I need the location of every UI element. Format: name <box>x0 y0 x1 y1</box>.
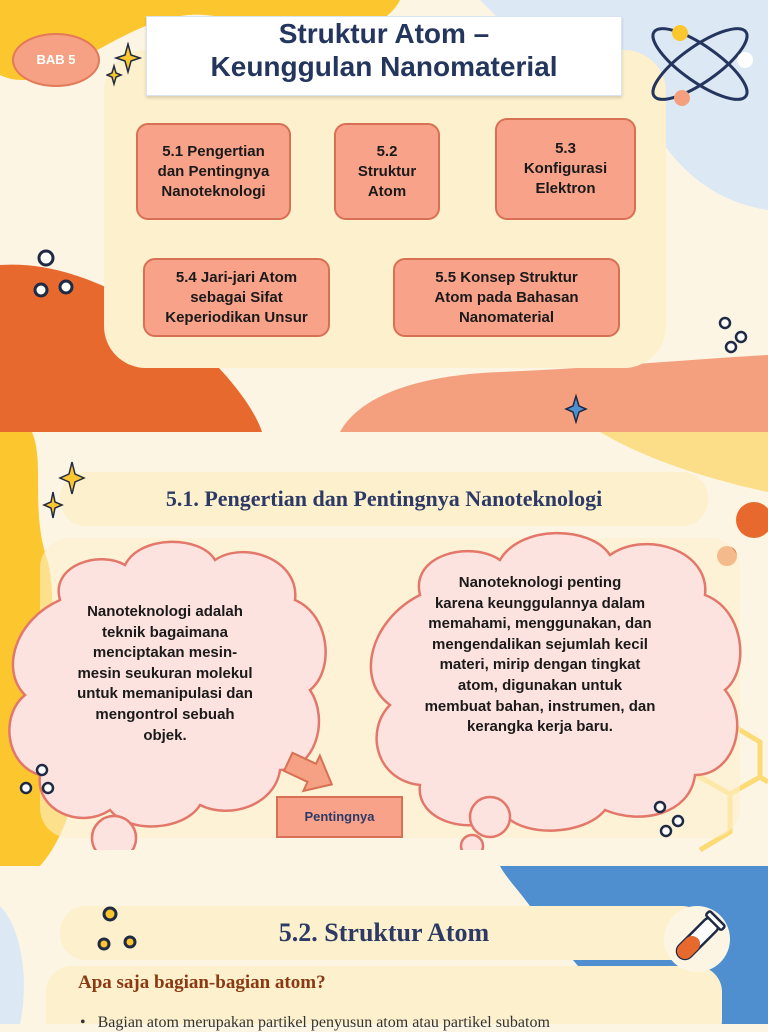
sparkle-icon <box>106 42 142 88</box>
atom-icon <box>640 8 760 120</box>
section-heading: 5.2. Struktur Atom <box>60 906 708 960</box>
dots-decoration <box>92 902 142 952</box>
dots-decoration <box>715 315 755 355</box>
sparkle-icon <box>564 394 588 424</box>
topic-5-3[interactable]: 5.3 Konfigurasi Elektron <box>495 118 636 220</box>
title-line-2: Keunggulan Nanomaterial <box>210 51 558 82</box>
topic-5-2[interactable]: 5.2 Struktur Atom <box>334 123 440 220</box>
cloud-right-text: Nanoteknologi penting karena keunggulannya dalam memahami, menggunakan, dan mengendalikan sejumlah kecil materi, mirip dengan tingkat atom, digunakan untuk membuat bahan, instrumen, dan kerangka kerja baru. <box>424 574 656 736</box>
cloud-left-text: Nanoteknologi adalah teknik bagaimana menciptakan mesin- mesin seukuran molekul untuk memanipulasi dan mengontrol sebuah objek. <box>77 603 253 744</box>
title-line-1: Struktur Atom – <box>278 18 490 49</box>
topic-5-1[interactable]: 5.1 Pengertian dan Pentingnya Nanoteknologi <box>136 123 291 220</box>
slide-atom-structure <box>0 866 768 1024</box>
bullet-text: Bagian atom merupakan partikel penyusun atom atau partikel subatom <box>97 1014 550 1031</box>
arrow-right-icon <box>282 750 338 794</box>
pentingnya-button[interactable]: Pentingnya <box>276 796 403 838</box>
topic-5-4[interactable]: 5.4 Jari-jari Atom sebagai Sifat Keperiodikan Unsur <box>143 258 330 337</box>
dots-decoration <box>650 797 695 842</box>
slide-cover <box>0 0 768 432</box>
bullet-item: • Bagian atom merupakan partikel penyusun atom atau partikel subatom <box>80 1014 550 1031</box>
section-heading: 5.1. Pengertian dan Pentingnya Nanoteknologi <box>60 472 708 526</box>
question-text: Apa saja bagian-bagian atom? <box>78 972 326 993</box>
page-title <box>146 16 622 96</box>
topic-5-5[interactable]: 5.5 Konsep Struktur Atom pada Bahasan Nanomaterial <box>393 258 620 337</box>
test-tube-icon <box>662 904 732 974</box>
chapter-badge: BAB 5 <box>12 33 100 87</box>
dots-decoration <box>14 762 64 802</box>
dots-decoration <box>28 248 78 300</box>
